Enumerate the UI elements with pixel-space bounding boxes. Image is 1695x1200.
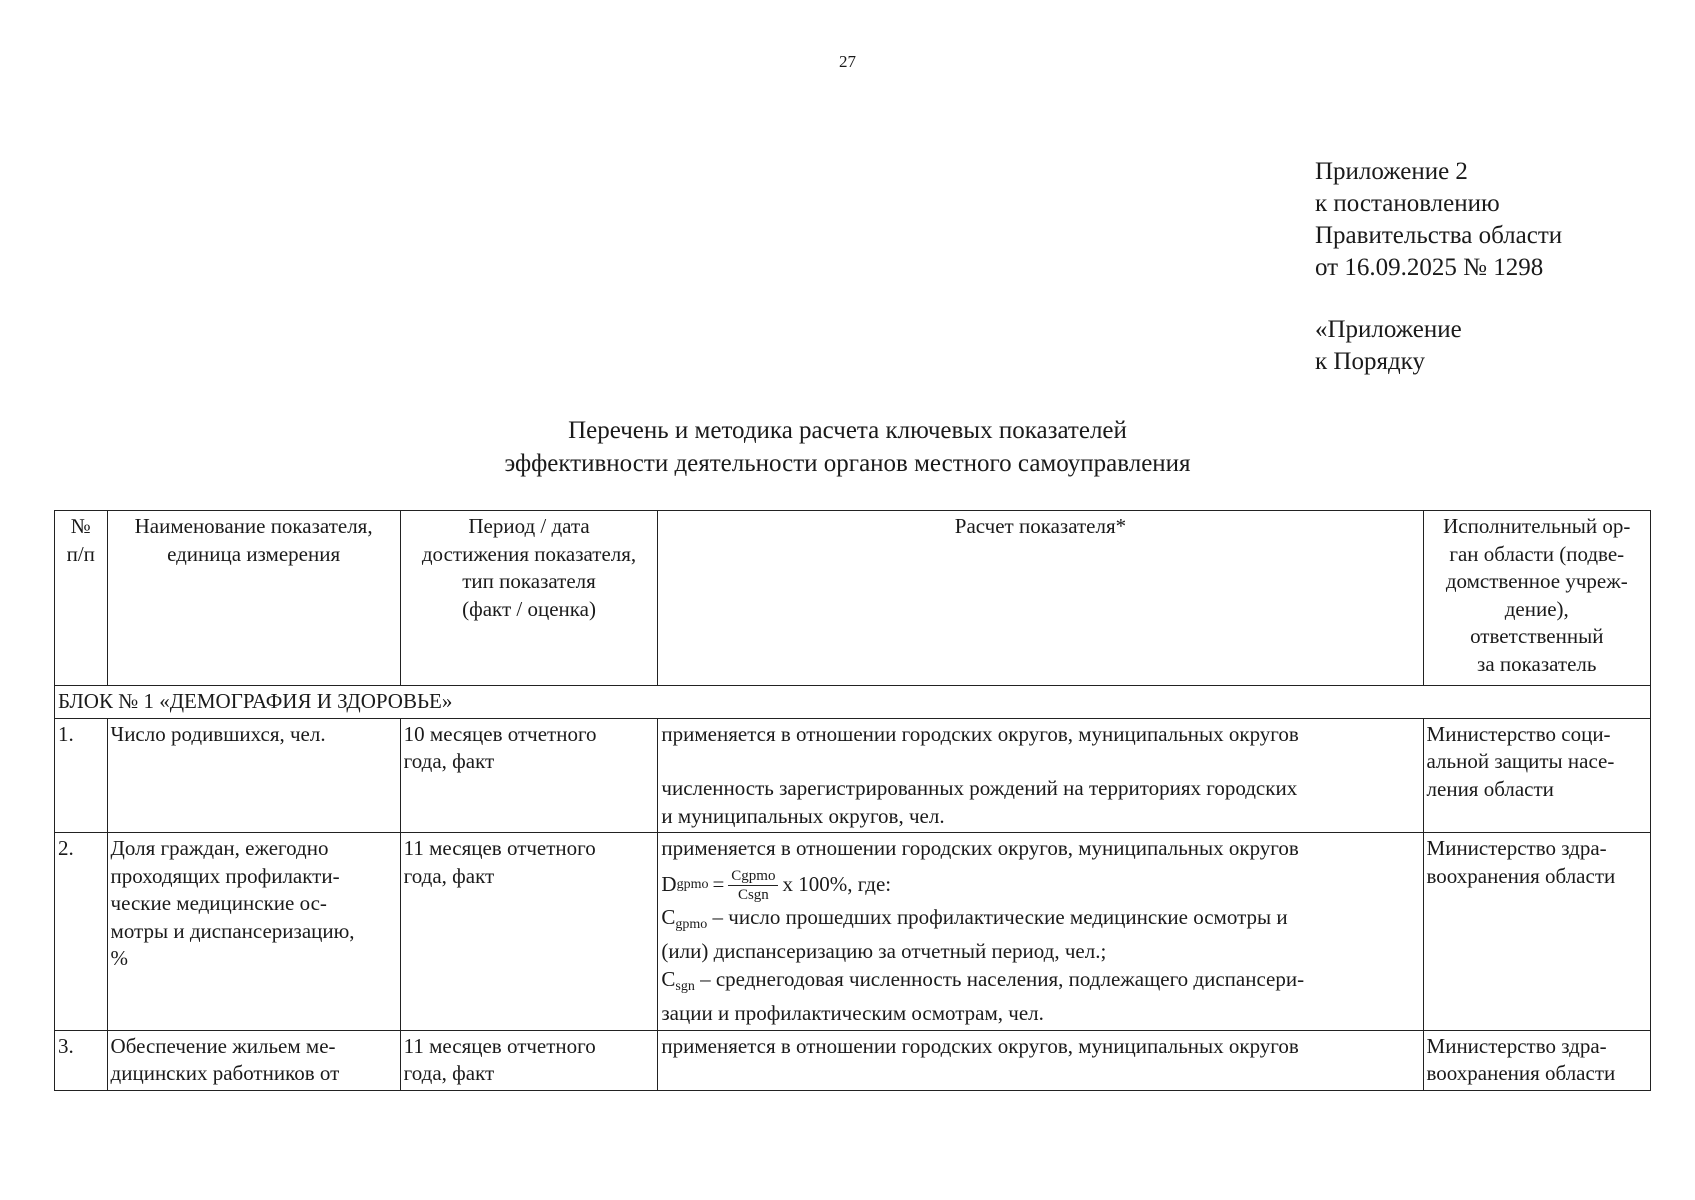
appendix-line: от 16.09.2025 № 1298 <box>1315 254 1544 281</box>
responsible-org: Министерство здра- воохранения области <box>1423 833 1650 1031</box>
block-title: БЛОК № 1 «ДЕМОГРАФИЯ И ЗДОРОВЬЕ» <box>55 686 1651 719</box>
table-row <box>55 1030 1651 1090</box>
indicator-name: Доля граждан, ежегодно проходящих профилакти- ческие медицинские ос- мотры и диспансеризацию, % <box>107 833 400 1031</box>
formula-definition: $C_{sgn}$ – среднегодовая численность населения, подлежащего диспансери- <box>661 966 1305 994</box>
indicator-name: Обеспечение жильем ме- дицинских работников от <box>107 1030 400 1090</box>
row-number: 2. <box>55 833 108 1031</box>
title-line: эффективности деятельности органов местного самоуправления <box>504 450 1191 477</box>
formula-definition: зации и профилактическим осмотрам, чел. <box>661 1001 1044 1025</box>
header-calc: Расчет показателя* <box>658 511 1423 686</box>
appendix-line: «Приложение <box>1315 316 1462 343</box>
formula-definition: (или) диспансеризацию за отчетный период, чел.; <box>661 939 1107 963</box>
calc-applies: применяется в отношении городских округов, муниципальных округов <box>661 1033 1299 1058</box>
row-number: 3. <box>55 1030 108 1090</box>
indicators-table <box>54 510 1651 1091</box>
appendix-line: к постановлению <box>1315 190 1500 217</box>
formula-fraction: $\frac{\text{Cgpmo}}{\text{Csgn}}$ <box>728 867 778 904</box>
formula: D gpmo = $\frac{\text{Cgpmo}}{\text{Csgn}}$ x 100%, где: <box>661 867 892 903</box>
page-number: 27 <box>839 52 856 71</box>
responsible-org: Министерство соци- альной защиты насе- ления области <box>1423 718 1650 833</box>
block-header-row <box>55 686 1651 719</box>
document-title <box>0 414 1695 480</box>
responsible-org: Министерство здра- воохранения области <box>1423 1030 1650 1090</box>
appendix-line: Приложение 2 <box>1315 158 1468 185</box>
indicator-period: 11 месяцев отчетного года, факт <box>400 1030 658 1090</box>
formula-definition: $C_{gpmo}$ – число прошедших профилактические медицинские осмотры и <box>661 904 1288 932</box>
calc-applies: применяется в отношении городских округов, муниципальных округов <box>661 721 1299 746</box>
row-number: 1. <box>55 718 108 833</box>
indicator-calc <box>658 833 1423 1031</box>
indicator-period: 11 месяцев отчетного года, факт <box>400 833 658 1031</box>
header-name: Наименование показателя, единица измерения <box>107 511 400 686</box>
header-org: Исполнительный ор- ган области (подве- домственное учреж- дение), ответственный за показатель <box>1423 511 1650 686</box>
calc-applies: применяется в отношении городских округов, муниципальных округов <box>661 836 1299 860</box>
table-row <box>55 718 1651 833</box>
appendix-note <box>1315 156 1562 378</box>
title-line: Перечень и методика расчета ключевых показателей <box>568 417 1127 444</box>
table-row <box>55 833 1651 1031</box>
indicator-name: Число родившихся, чел. <box>107 718 400 833</box>
table-header-row <box>55 511 1651 686</box>
appendix-line: к Порядку <box>1315 348 1425 375</box>
indicator-period: 10 месяцев отчетного года, факт <box>400 718 658 833</box>
indicator-calc <box>658 1030 1423 1090</box>
header-num: № п/п <box>55 511 108 686</box>
header-period: Период / дата достижения показателя, тип показателя (факт / оценка) <box>400 511 658 686</box>
appendix-line: Правительства области <box>1315 222 1563 249</box>
indicator-calc: применяется в отношении городских округов, муниципальных округов численность зарегистрированных рождений на территориях городских и муниципальных округов, чел. <box>658 718 1423 833</box>
